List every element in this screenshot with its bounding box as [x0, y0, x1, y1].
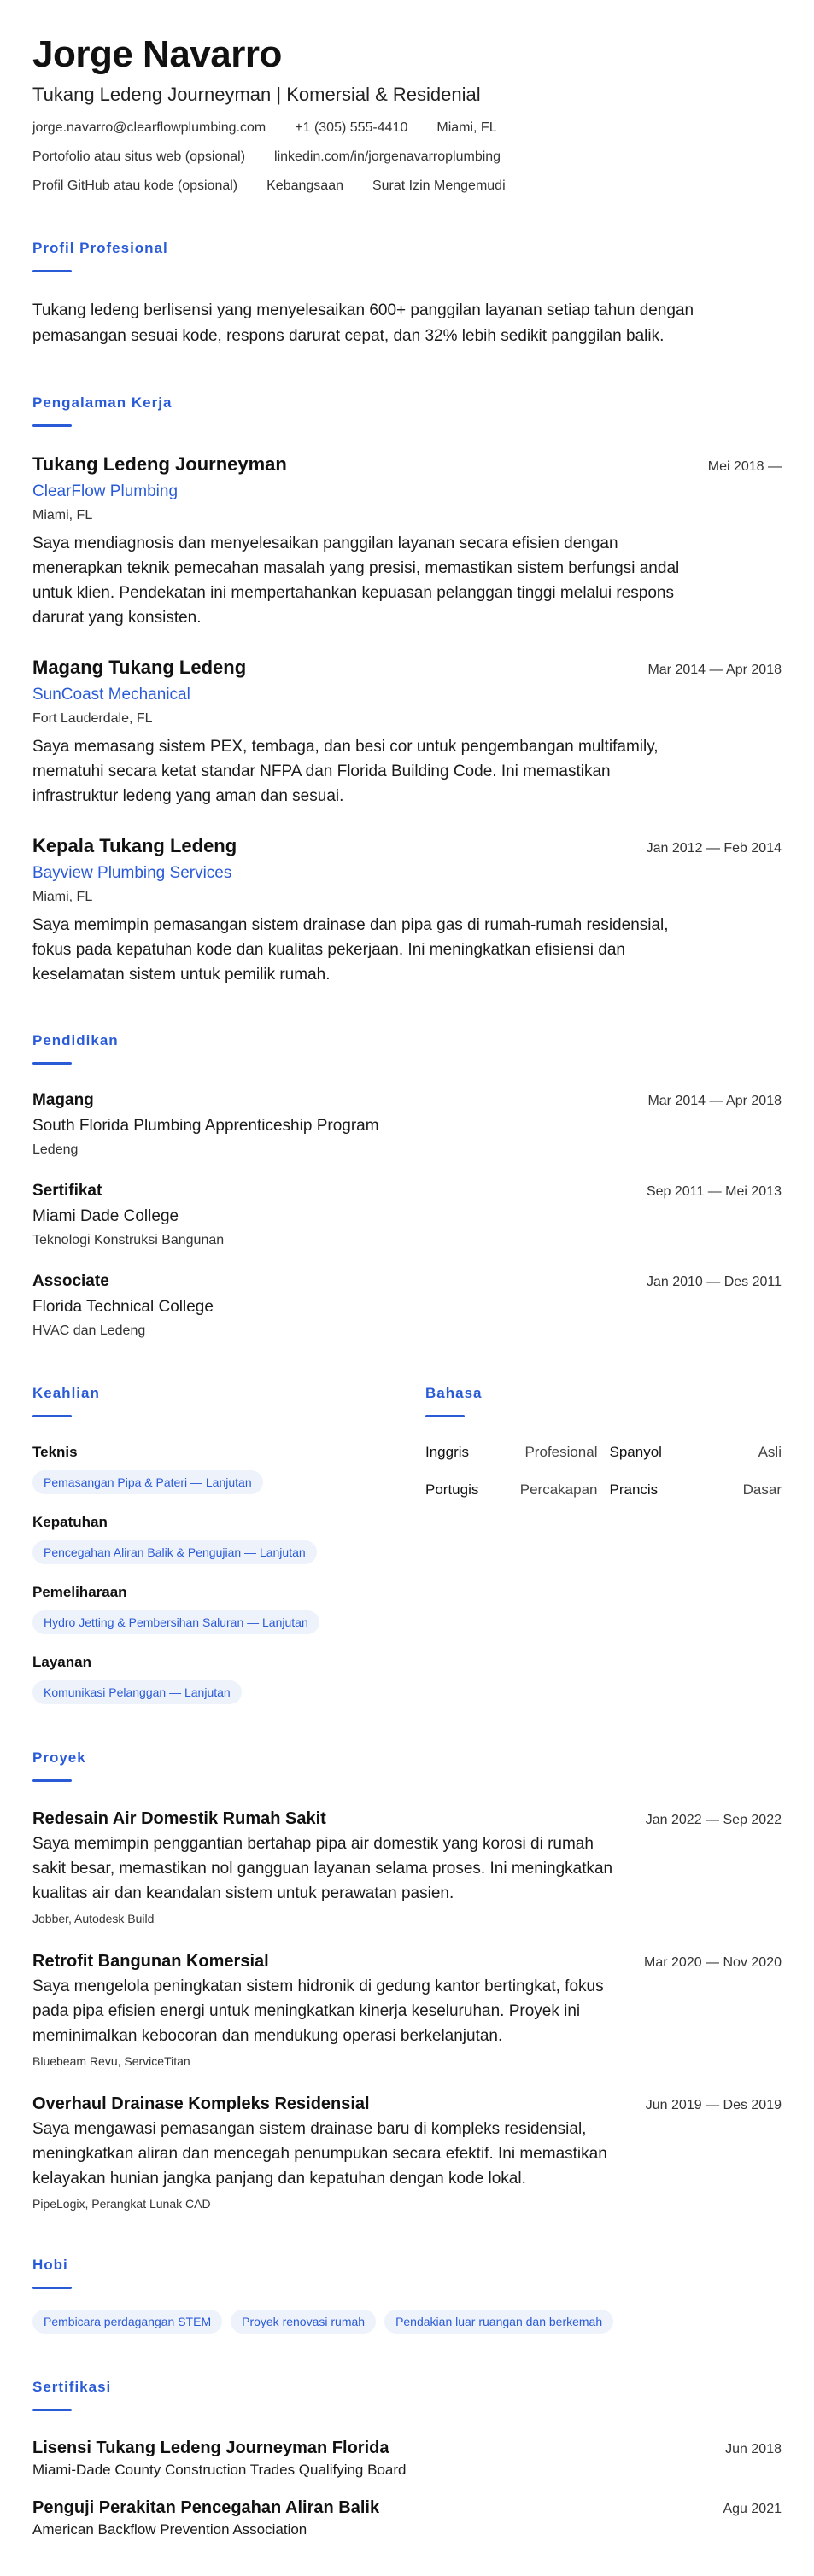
- contact-row: [32, 149, 782, 166]
- school-name: Florida Technical College: [32, 1298, 214, 1316]
- education-entry: [32, 1181, 782, 1249]
- candidate-name: Jorge Navarro: [32, 33, 282, 75]
- certification-issuer: Miami-Dade County Construction Trades Qualifying Board: [32, 2462, 407, 2478]
- hobby-chip: Proyek renovasi rumah: [231, 2310, 376, 2334]
- candidate-headline: Tukang Ledeng Journeyman | Komersial & Residenial: [32, 84, 481, 105]
- project-tools: Bluebeam Revu, ServiceTitan: [32, 2054, 190, 2068]
- language-level: Percakapan: [519, 1481, 598, 1498]
- contact-row: [32, 120, 782, 137]
- degree-name: Associate: [32, 1272, 109, 1290]
- experience-section: [32, 394, 782, 987]
- skill-chip: Pencegahan Aliran Balik & Pengujian — Lanjutan: [32, 1540, 317, 1564]
- company-name: SunCoast Mechanical: [32, 686, 190, 704]
- phone-text: +1 (305) 555-4410: [295, 120, 408, 135]
- section-title: Sertifikasi: [32, 2379, 112, 2395]
- section-title: Bahasa: [425, 1385, 483, 1401]
- project-entry: [32, 1950, 782, 2069]
- job-date: Jan 2012 — Feb 2014: [646, 841, 782, 856]
- projects-section: [32, 1749, 782, 2211]
- project-description: Saya mengelola peningkatan sistem hidronik di gedung kantor bertingkat, fokus pada pipa efisien energi untuk meningkatkan kinerja keseluruhan. Proyek ini meminimalkan kebocoran dan mendukung operasi berkelanjutan.: [32, 1977, 604, 2045]
- job-location: Miami, FL: [32, 508, 93, 523]
- degree-name: Magang: [32, 1091, 94, 1109]
- hobbies-section: [32, 2256, 782, 2334]
- skill-group: [32, 1653, 425, 1704]
- hobby-chip: Pendakian luar ruangan dan berkemah: [384, 2310, 613, 2334]
- project-title: Retrofit Bangunan Komersial: [32, 1952, 269, 1971]
- school-name: Miami Dade College: [32, 1207, 179, 1225]
- project-description: Saya memimpin penggantian bertahap pipa air domestik yang korosi di rumah sakit besar, memastikan nol gangguan layanan selama proses. Ini meningkatkan kualitas air dan keandalan sistem untuk perawatan pasien.: [32, 1835, 613, 1902]
- education-section: [32, 1031, 782, 1340]
- profile-summary: Tukang ledeng berlisensi yang menyelesaikan 600+ panggilan layanan setiap tahun dengan pemasangan sesuai kode, respons darurat cepat, dan 32% lebih sedikit panggilan balik.: [32, 301, 694, 345]
- skill-group: [32, 1513, 425, 1564]
- field-of-study: HVAC dan Ledeng: [32, 1323, 146, 1338]
- languages-section: [425, 1384, 782, 1704]
- skill-group: [32, 1443, 425, 1494]
- skill-category: Teknis: [32, 1444, 78, 1460]
- language-level: Asli: [758, 1444, 782, 1460]
- field-of-study: Teknologi Konstruksi Bangunan: [32, 1233, 225, 1247]
- section-divider: [32, 1779, 72, 1782]
- language-item: [610, 1481, 782, 1499]
- skill-category: Pemeliharaan: [32, 1584, 127, 1600]
- project-date: Jun 2019 — Des 2019: [645, 2098, 782, 2112]
- project-description: Saya mengawasi pemasangan sistem drainase baru di kompleks residensial, meningkatkan aliran dan mencegah penumpukan secara efektif. Ini memastikan kelayakan hunian jangka panjang dan kepatuhan dengan kode lokal.: [32, 2120, 607, 2188]
- section-title: Pendidikan: [32, 1032, 119, 1049]
- job-date: Mar 2014 — Apr 2018: [647, 663, 782, 677]
- skill-category: Layanan: [32, 1654, 91, 1670]
- education-date: Sep 2011 — Mei 2013: [646, 1184, 782, 1199]
- school-name: South Florida Plumbing Apprenticeship Program: [32, 1117, 379, 1135]
- job-description: Saya mendiagnosis dan menyelesaikan panggilan layanan secara efisien dengan menerapkan teknik pemecahan masalah yang presisi, memastikan sistem berfungsi andal untuk klien. Pendekatan ini mempertahankan kepuasan pelanggan tinggi melalui respons darurat yang konsisten.: [32, 534, 680, 627]
- section-divider: [32, 1062, 72, 1065]
- language-name: Prancis: [609, 1481, 659, 1498]
- section-divider: [32, 2287, 72, 2289]
- language-name: Portugis: [425, 1481, 479, 1498]
- company-name: Bayview Plumbing Services: [32, 864, 232, 882]
- project-entry: [32, 2093, 782, 2211]
- job-title: Kepala Tukang Ledeng: [32, 835, 237, 856]
- job-description: Saya memasang sistem PEX, tembaga, dan besi cor untuk pengembangan multifamily, mematuhi secara ketat standar NFPA dan Florida Building Code. Ini memastikan infrastruktur ledeng yang aman dan sesuai.: [32, 738, 659, 805]
- section-divider: [425, 1415, 465, 1417]
- job-description: Saya memimpin pemasangan sistem drainase dan pipa gas di rumah-rumah residensial, fokus pada kepatuhan kode dan kualitas pekerjaan. Ini meningkatkan efisiensi dan keselamatan sistem untuk pemilik rumah.: [32, 916, 669, 984]
- education-date: Mar 2014 — Apr 2018: [647, 1094, 782, 1108]
- contact-row: [32, 178, 782, 195]
- skill-chip: Pemasangan Pipa & Pateri — Lanjutan: [32, 1470, 263, 1494]
- project-tools: Jobber, Autodesk Build: [32, 1912, 155, 1925]
- linkedin-link[interactable]: linkedin.com/in/jorgenavarroplumbing: [274, 149, 501, 164]
- section-divider: [32, 424, 72, 427]
- certification-date: Agu 2021: [723, 2502, 782, 2516]
- language-item: [425, 1481, 598, 1499]
- section-divider: [32, 270, 72, 272]
- project-date: Mar 2020 — Nov 2020: [644, 1955, 782, 1970]
- job-date: Mei 2018 —: [707, 459, 782, 474]
- language-name: Spanyol: [609, 1444, 662, 1460]
- skill-chip: Hydro Jetting & Pembersihan Saluran — Lanjutan: [32, 1610, 319, 1634]
- hobby-chip: Pembicara perdagangan STEM: [32, 2310, 222, 2334]
- education-entry: [32, 1090, 782, 1159]
- certification-title: Lisensi Tukang Ledeng Journeyman Florida: [32, 2439, 389, 2457]
- certification-date: Jun 2018: [725, 2442, 782, 2456]
- field-of-study: Ledeng: [32, 1142, 79, 1157]
- skill-group: [32, 1583, 425, 1634]
- job-title: Tukang Ledeng Journeyman: [32, 453, 287, 475]
- language-name: Inggris: [425, 1444, 470, 1460]
- education-entry: [32, 1271, 782, 1340]
- skills-languages-row: [32, 1384, 782, 1704]
- section-divider: [32, 1415, 72, 1417]
- nationality-text: Kebangsaan: [266, 178, 343, 193]
- skills-section: [32, 1384, 425, 1704]
- section-divider: [32, 2409, 72, 2411]
- project-date: Jan 2022 — Sep 2022: [645, 1813, 782, 1827]
- degree-name: Sertifikat: [32, 1182, 102, 1200]
- language-item: [425, 1443, 598, 1462]
- section-title: Profil Profesional: [32, 240, 168, 256]
- language-item: [610, 1443, 782, 1462]
- project-entry: [32, 1808, 782, 1926]
- company-name: ClearFlow Plumbing: [32, 482, 179, 500]
- job-location: Miami, FL: [32, 890, 93, 904]
- github-text: Profil GitHub atau kode (opsional): [32, 178, 238, 193]
- section-title: Keahlian: [32, 1385, 100, 1401]
- experience-entry: [32, 834, 782, 987]
- driving-license-text: Surat Izin Mengemudi: [372, 178, 506, 193]
- certification-entry: [32, 2437, 782, 2480]
- experience-entry: [32, 656, 782, 809]
- language-level: Profesional: [524, 1444, 598, 1460]
- project-tools: PipeLogix, Perangkat Lunak CAD: [32, 2197, 211, 2211]
- section-title: Pengalaman Kerja: [32, 394, 173, 411]
- language-level: Dasar: [742, 1481, 782, 1498]
- certification-entry: [32, 2497, 782, 2539]
- section-title: Hobi: [32, 2257, 68, 2273]
- certification-title: Penguji Perakitan Pencegahan Aliran Balik: [32, 2498, 380, 2517]
- certifications-section: [32, 2378, 782, 2539]
- skill-chip: Komunikasi Pelanggan — Lanjutan: [32, 1680, 242, 1704]
- education-date: Jan 2010 — Des 2011: [646, 1275, 782, 1289]
- certification-issuer: American Backflow Prevention Association: [32, 2521, 307, 2538]
- project-title: Redesain Air Domestik Rumah Sakit: [32, 1809, 326, 1828]
- portfolio-text: Portofolio atau situs web (opsional): [32, 149, 246, 164]
- section-title: Proyek: [32, 1749, 86, 1766]
- job-title: Magang Tukang Ledeng: [32, 657, 247, 678]
- skill-category: Kepatuhan: [32, 1514, 108, 1530]
- job-location: Fort Lauderdale, FL: [32, 711, 153, 726]
- profile-section: [32, 239, 782, 349]
- experience-entry: [32, 453, 782, 630]
- project-title: Overhaul Drainase Kompleks Residensial: [32, 2094, 370, 2113]
- location-text: Miami, FL: [436, 120, 497, 135]
- resume-header: [32, 32, 782, 195]
- email-text: jorge.navarro@clearflowplumbing.com: [32, 120, 266, 135]
